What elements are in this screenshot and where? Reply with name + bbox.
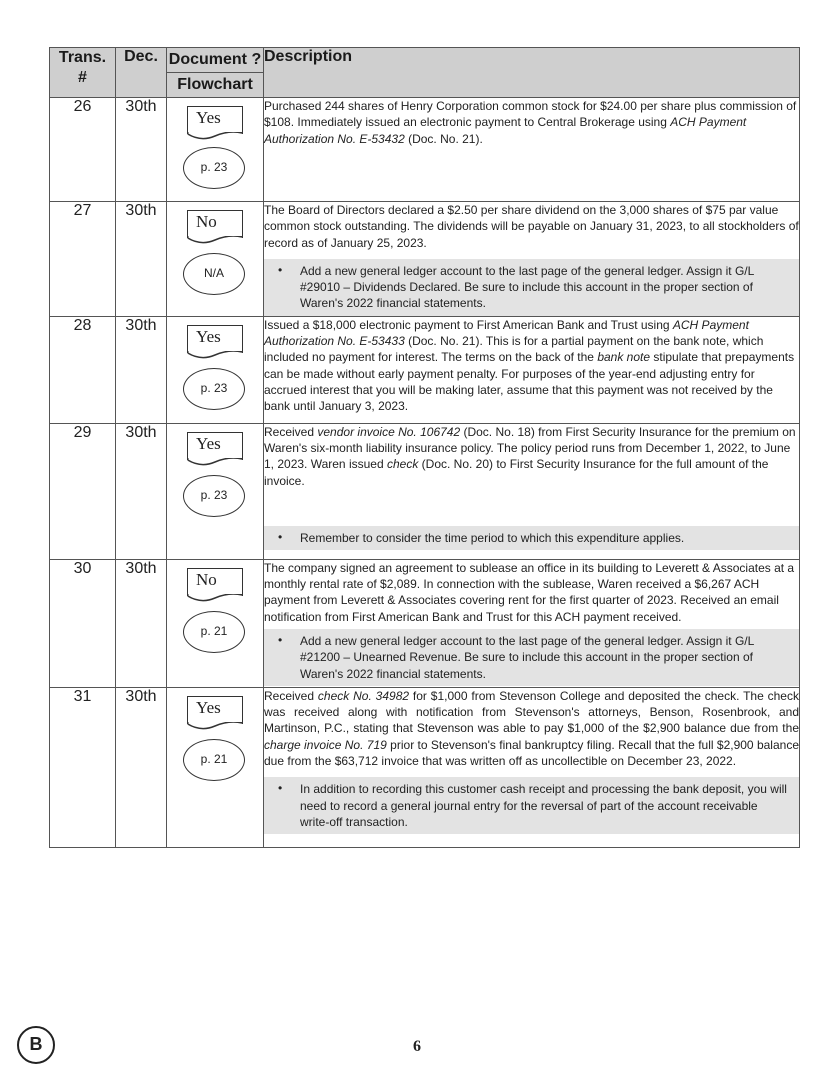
flowchart-page-ref: p. 21 <box>183 739 245 781</box>
document-answer: Yes <box>196 697 221 717</box>
document-symbol <box>187 568 243 596</box>
document-wave-icon <box>187 132 243 142</box>
desc-text: for $1,000 from Stevenson College and deposited the check. The check was received along with notification from Stevenson's attorneys, Benson, Rosenbrook, and Martinson, P.C., stating that Stevenson was able to pay $1,000 of the $2,900 balance due from the <box>264 688 799 736</box>
trans-date: 30th <box>116 559 167 687</box>
table-row <box>50 687 800 847</box>
flowchart-cell <box>167 559 264 687</box>
flowchart-page-ref: p. 21 <box>183 611 245 653</box>
trans-number: 29 <box>50 423 116 559</box>
col-header-flowchart <box>167 48 264 98</box>
desc-italic: charge invoice No. 719 <box>264 737 387 752</box>
desc-text: stipulate that prepayments can be made without early payment penalty. For purposes of the year-end adjusting entry for accrued interest that you will be making later, assume that this payment was not received by the bank until January 3, 2023. <box>264 350 795 414</box>
desc-text: (Doc. No. 21). <box>404 131 483 146</box>
trans-date: 30th <box>116 202 167 317</box>
document-symbol <box>187 696 243 724</box>
page-number: 6 <box>413 1038 421 1055</box>
desc-text: The company signed an agreement to sublease an office in its building to Leverett & Associates at a monthly rental rate of $2,089. In connection with the sublease, Waren received a $6,267 ACH payment from Leverett & Associates covering rent for the first quarter of 2023. Received an email notification from First American Bank and Trust for this ACH payment received. <box>264 560 795 624</box>
document-wave-icon <box>187 594 243 604</box>
desc-italic: check <box>386 457 419 472</box>
table-row <box>50 559 800 687</box>
col-header-dec: Dec. <box>116 48 167 98</box>
document-answer: No <box>196 569 217 589</box>
document-symbol <box>187 432 243 460</box>
document-wave-icon <box>187 458 243 468</box>
flowchart-cell <box>167 316 264 423</box>
document-symbol <box>187 106 243 134</box>
desc-italic: bank note <box>597 350 651 365</box>
flowchart-page-ref: p. 23 <box>183 147 245 189</box>
col-header-trans <box>50 48 116 98</box>
description-cell <box>264 559 800 687</box>
note-box: • Remember to consider the time period to which this expenditure applies. <box>264 526 799 550</box>
flowchart-cell <box>167 423 264 559</box>
desc-italic: ACH Payment Authorization No. E-53433 <box>264 317 749 349</box>
trans-date: 30th <box>116 423 167 559</box>
document-wave-icon <box>187 236 243 246</box>
flowchart-cell <box>167 98 264 202</box>
note-box: • In addition to recording this customer cash receipt and processing the bank deposit, you will need to record a general journal entry for the reversal of part of the account receivable write-off transaction. <box>264 777 799 834</box>
trans-label: Trans. <box>58 49 107 66</box>
flowchart-cell <box>167 202 264 317</box>
description-cell <box>264 202 800 317</box>
desc-italic: check No. 34982 <box>317 688 410 703</box>
document-answer: Yes <box>196 326 221 346</box>
transactions-table <box>49 47 800 848</box>
trans-number: 27 <box>50 202 116 317</box>
note-box: • Add a new general ledger account to the last page of the general ledger. Assign it G/L #21200 – Unearned Revenue. Be sure to include this account in the proper section of Waren's 2022 financial statements. <box>264 629 799 686</box>
document-wave-icon <box>187 722 243 732</box>
document-symbol <box>187 210 243 238</box>
table-row <box>50 423 800 559</box>
desc-text: prior to Stevenson's final bankruptcy filing. Recall that the full $2,900 balance due from the $63,712 invoice that was written off as uncollectible on December 23, 2022. <box>264 737 799 768</box>
flowchart-page-ref: p. 23 <box>183 475 245 517</box>
desc-text: (Doc. No. 20) to First Security Insurance for the full amount of the invoice. <box>264 457 769 488</box>
description-cell <box>264 423 800 559</box>
trans-number: 31 <box>50 687 116 847</box>
table-header <box>50 48 800 98</box>
trans-date: 30th <box>116 316 167 423</box>
desc-text: Received <box>264 424 318 439</box>
desc-text: The Board of Directors declared a $2.50 per share dividend on the 3,000 shares of $75 par value common stock outstanding. The dividends will be payable on January 31, 2023, to all stockholders of record as of January 25, 2023. <box>264 203 799 250</box>
desc-text: (Doc. No. 18) from First Security Insurance for the premium on Waren's six-month liability insurance policy. The policy period runs from December 1, 2022, to June 1, 2023. Waren issued <box>264 424 796 472</box>
col-header-description: Description <box>264 48 800 98</box>
desc-text: Purchased 244 shares of Henry Corporation common stock for $24.00 per share plus commission of $108. Immediately issued an electronic payment to Central Brokerage using <box>264 99 797 130</box>
document-answer: No <box>196 212 217 231</box>
table-row <box>50 98 800 202</box>
description-cell <box>264 316 800 423</box>
table-row <box>50 202 800 317</box>
desc-text: Issued a $18,000 electronic payment to First American Bank and Trust using <box>264 317 673 332</box>
trans-number: 30 <box>50 559 116 687</box>
note-box: • Add a new general ledger account to the last page of the general ledger. Assign it G/L #29010 – Dividends Declared. Be sure to include this account in the proper section of Waren's 2022 financial statements. <box>264 259 799 316</box>
desc-italic: vendor invoice No. 106742 <box>317 424 461 439</box>
section-badge: B <box>17 1026 55 1064</box>
document-answer: Yes <box>196 108 221 127</box>
flowchart-label: Flowchart <box>177 76 253 93</box>
document-question-label: Document ? <box>167 48 263 73</box>
table-row <box>50 316 800 423</box>
desc-text: (Doc. No. 21). This is for a partial payment on the bank note, which included no payment for interest. The terms on the back of the <box>264 334 764 365</box>
document-symbol <box>187 325 243 353</box>
flowchart-page-ref: p. 23 <box>183 368 245 410</box>
trans-number: 26 <box>50 98 116 202</box>
trans-date: 30th <box>116 687 167 847</box>
flowchart-page-ref: N/A <box>183 253 245 295</box>
flowchart-cell <box>167 687 264 847</box>
description-cell <box>264 687 800 847</box>
trans-hash: # <box>78 69 87 86</box>
desc-text: Received <box>264 688 318 703</box>
document-wave-icon <box>187 351 243 361</box>
trans-number: 28 <box>50 316 116 423</box>
description-cell <box>264 98 800 202</box>
trans-date: 30th <box>116 98 167 202</box>
desc-italic: ACH Payment Authorization No. E-53432 <box>264 115 747 146</box>
document-answer: Yes <box>196 433 221 453</box>
